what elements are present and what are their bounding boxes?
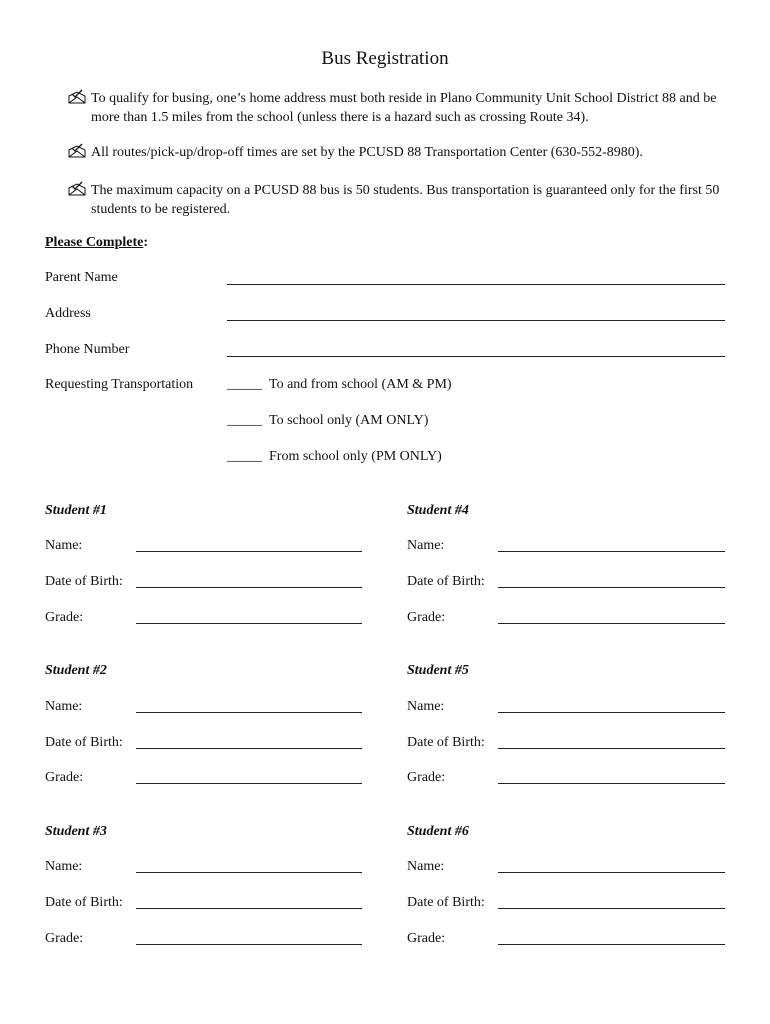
student-4-name-field[interactable] xyxy=(498,551,725,552)
student-6-dob-label: Date of Birth: xyxy=(407,895,485,910)
student-2-grade-field[interactable] xyxy=(136,783,362,784)
bullet-eligibility xyxy=(68,89,728,127)
envelope-check-icon xyxy=(68,181,86,197)
student-3-grade-field[interactable] xyxy=(136,944,362,945)
student-5-name-field[interactable] xyxy=(498,712,725,713)
student-2-name-label: Name: xyxy=(45,699,83,714)
option-am-pm[interactable] xyxy=(227,377,452,393)
phone-label: Phone Number xyxy=(45,342,130,357)
student-3-name-field[interactable] xyxy=(136,872,362,873)
requesting-transportation-label: Requesting Transportation xyxy=(45,377,194,392)
student-1-grade-field[interactable] xyxy=(136,623,362,624)
student-4-name-label: Name: xyxy=(407,538,445,553)
student-4-grade-label: Grade: xyxy=(407,610,446,625)
student-4-dob-label: Date of Birth: xyxy=(407,574,485,589)
student-1-dob-field[interactable] xyxy=(136,587,362,588)
bullet-text: To qualify for busing, one’s home address must both reside in Plano Community Unit School District 88 and be more than 1.5 miles from the school (unless there is a hazard such as crossing Route 34). xyxy=(91,91,717,125)
address-field[interactable] xyxy=(227,320,725,321)
bullet-capacity xyxy=(68,181,728,219)
please-complete-label: Please Complete xyxy=(45,235,144,250)
option-label: To school only (AM ONLY) xyxy=(269,413,429,428)
envelope-check-icon xyxy=(68,143,86,159)
option-label: To and from school (AM & PM) xyxy=(269,377,452,392)
student-3-dob-field[interactable] xyxy=(136,908,362,909)
student-6-grade-field[interactable] xyxy=(498,944,725,945)
envelope-check-icon xyxy=(68,89,86,105)
option-label: From school only (PM ONLY) xyxy=(269,449,442,464)
student-2-heading: Student #2 xyxy=(45,663,107,678)
bullet-routes xyxy=(68,143,728,162)
phone-field[interactable] xyxy=(227,356,725,357)
student-1-name-label: Name: xyxy=(45,538,83,553)
student-1-grade-label: Grade: xyxy=(45,610,84,625)
student-4-heading: Student #4 xyxy=(407,503,469,518)
student-2-dob-field[interactable] xyxy=(136,748,362,749)
student-5-dob-label: Date of Birth: xyxy=(407,735,485,750)
student-2-grade-label: Grade: xyxy=(45,770,84,785)
student-6-heading: Student #6 xyxy=(407,824,469,839)
student-6-grade-label: Grade: xyxy=(407,931,446,946)
option-blank[interactable]: _____ xyxy=(227,377,262,392)
student-5-grade-field[interactable] xyxy=(498,783,725,784)
please-complete-heading xyxy=(45,235,148,251)
address-label: Address xyxy=(45,306,91,321)
student-3-dob-label: Date of Birth: xyxy=(45,895,123,910)
option-pm-only[interactable] xyxy=(227,449,442,465)
student-4-dob-field[interactable] xyxy=(498,587,725,588)
student-1-name-field[interactable] xyxy=(136,551,362,552)
option-am-only[interactable] xyxy=(227,413,428,429)
student-1-dob-label: Date of Birth: xyxy=(45,574,123,589)
student-6-name-label: Name: xyxy=(407,859,445,874)
please-complete-colon: : xyxy=(143,235,149,250)
parent-name-label: Parent Name xyxy=(45,270,118,285)
student-5-name-label: Name: xyxy=(407,699,445,714)
parent-name-field[interactable] xyxy=(227,284,725,285)
student-6-name-field[interactable] xyxy=(498,872,725,873)
student-3-grade-label: Grade: xyxy=(45,931,84,946)
bullet-text: All routes/pick-up/drop-off times are set by the PCUSD 88 Transportation Center (630-552-8980). xyxy=(91,145,643,160)
student-3-name-label: Name: xyxy=(45,859,83,874)
student-2-dob-label: Date of Birth: xyxy=(45,735,123,750)
student-6-dob-field[interactable] xyxy=(498,908,725,909)
student-5-dob-field[interactable] xyxy=(498,748,725,749)
bullet-text: The maximum capacity on a PCUSD 88 bus is 50 students. Bus transportation is guaranteed only for the first 50 students to be registered. xyxy=(91,183,720,217)
student-5-heading: Student #5 xyxy=(407,663,469,678)
option-blank[interactable]: _____ xyxy=(227,449,262,464)
student-1-heading: Student #1 xyxy=(45,503,107,518)
option-blank[interactable]: _____ xyxy=(227,413,262,428)
page-title: Bus Registration xyxy=(321,48,449,69)
student-4-grade-field[interactable] xyxy=(498,623,725,624)
student-5-grade-label: Grade: xyxy=(407,770,446,785)
student-2-name-field[interactable] xyxy=(136,712,362,713)
student-3-heading: Student #3 xyxy=(45,824,107,839)
